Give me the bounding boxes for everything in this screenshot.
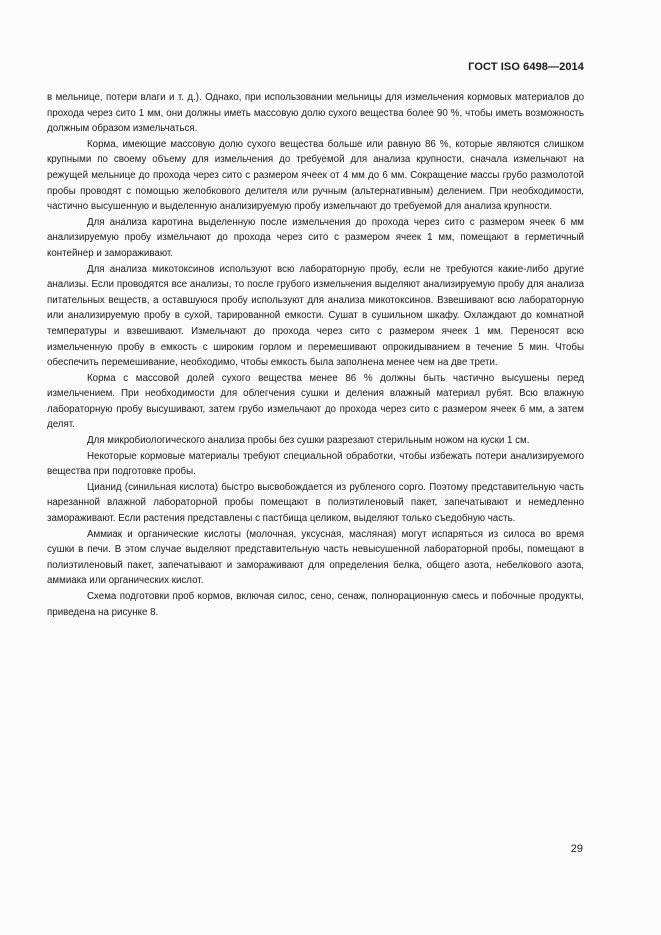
document-header-standard: ГОСТ ISO 6498—2014 [468,61,584,73]
paragraph: Для анализа микотоксинов используют всю лабораторную пробу, если не требуются какие-либо другие анализы. Если проводятся все анализы, то после грубого измельчения выделяют анализируемую пробу для анализа питательных веществ, а оставшуюся пробу используют для анализа микотоксинов. Взвешивают всю лабораторную или анализируемую пробу в сухой, тарированной емкости. Сушат в сушильном шкафу. Охлаждают до комнатной температуры и взвешивают. Измельчают до прохода через сито с размером ячеек 1 мм. Переносят всю измельченную пробу в емкость с широким горлом и перемешивают опрокидыванием в течение 5 мин. Чтобы обеспечить перемешивание, необходимо, чтобы емкость была заполнена менее чем на две трети. [47,263,584,369]
paragraph: Схема подготовки проб кормов, включая силос, сено, сенаж, полнорационную смесь и побочные продукты, приведена на рисунке 8. [47,591,584,618]
paragraph: Корма с массовой долей сухого вещества менее 86 % должны быть частично высушены перед измельчением. При необходимости для облегчения сушки и деления влажный материал рубят. Всю влажную лабораторную пробу высушивают, затем грубо измельчают до прохода через сито с размером ячеек 6 мм, а затем делят. [47,372,584,431]
paragraph: Аммиак и органические кислоты (молочная, уксусная, масляная) могут испаряться из силоса во время сушки в печи. В этом случае выделяют представительную часть невысушенной лабораторной пробы, помещают в полиэтиленовый пакет, запечатывают и замораживают для определения белка, общего азота, небелкового азота, аммиака или органических кислот. [47,528,584,587]
paragraph: Для микробиологического анализа пробы без сушки разрезают стерильным ножом на куски 1 см. [87,435,530,447]
paragraph: Некоторые кормовые материалы требуют специальной обработки, чтобы избежать потери анализируемого вещества при подготовке пробы. [47,450,584,478]
paragraph-continuation: в мельнице, потери влаги и т. д.). Однако, при использовании мельницы для измельчения кормовых материалов до прохода через сито 1 мм, они должны иметь массовую долю сухого вещества более 90 %, чтобы иметь возможность должным образом измельчаться. [47,92,584,135]
paragraph: Для анализа каротина выделенную после измельчения до прохода через сито с размером ячеек 6 мм анализируемую пробу измельчают до прохода через сито с размером ячеек 1 мм, помещают в герметичный контейнер и замораживают. [47,216,584,259]
document-body [47,90,584,620]
paragraph: Корма, имеющие массовую долю сухого вещества больше или равную 86 %, которые являются слишком крупными по своему объему для измельчения до требуемой для анализа крупности, сначала измельчают на режущей мельнице до прохода через сито с размером ячеек от 4 мм до 6 мм. Сокращение массы грубо размолотой пробы проводят с помощью желобкового делителя или ручным (альтернативным) делением. При необходимости, частично высушенную и выделенную анализируемую пробу измельчают до требуемой для анализа крупности. [47,138,584,213]
page-number: 29 [570,843,583,855]
paragraph: Цианид (синильная кислота) быстро высвобождается из рубленого сорго. Поэтому представительную часть нарезанной влажной лабораторной пробы помещают в полиэтиленовый пакет, запечатывают и немедленно замораживают. Если растения представлены с пастбища целиком, выделяют только съедобную часть. [47,481,584,525]
